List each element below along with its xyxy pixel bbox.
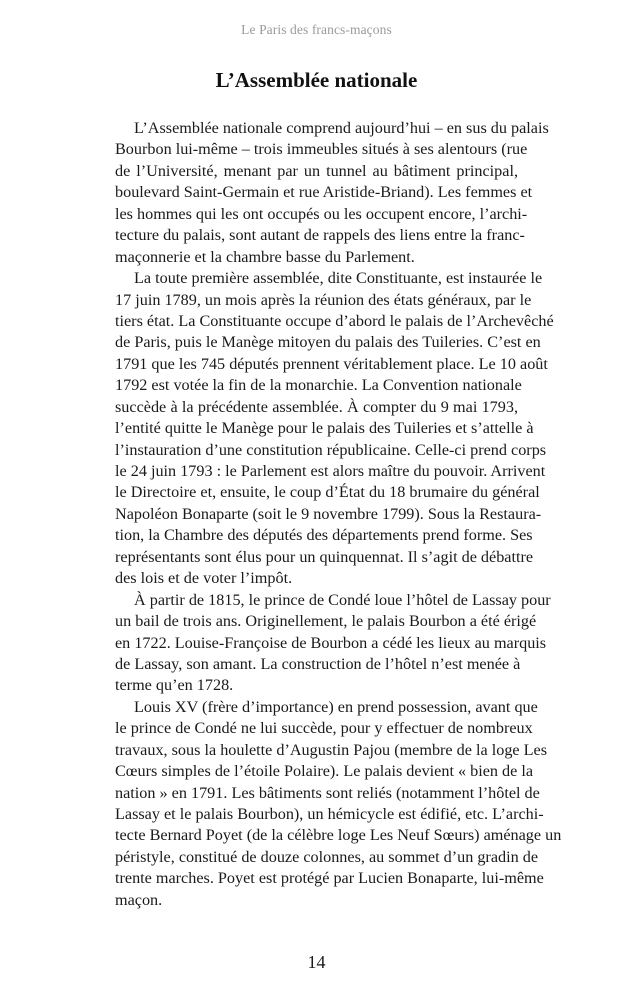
text-line: un bail de trois ans. Originellement, le palais Bourbon a été érigé	[115, 612, 537, 631]
running-head: Le Paris des francs-maçons	[241, 22, 392, 37]
text-line: À partir de 1815, le prince de Condé loue l’hôtel de Lassay pour	[134, 590, 551, 609]
text-line: trente marches. Poyet est protégé par Lucien Bonaparte, lui-même	[115, 869, 544, 888]
text-line: les hommes qui les ont occupés ou les occupent encore, l’archi-	[115, 204, 528, 223]
body-text	[115, 118, 562, 911]
text-line: l’entité quitte le Manège pour le palais des Tuileries et s’attelle à	[115, 419, 534, 438]
text-line: en 1722. Louise-Françoise de Bourbon a cédé les lieux au marquis	[115, 633, 547, 652]
chapter-title: L’Assemblée nationale	[215, 68, 418, 92]
text-line: travaux, sous la houlette d’Augustin Pajou (membre de la loge Les	[115, 740, 548, 759]
text-line: 1791 que les 745 députés prennent véritablement place. Le 10 août	[115, 354, 548, 373]
text-line: succède à la précédente assemblée. À compter du 9 mai 1793,	[115, 397, 518, 416]
paragraph	[115, 697, 562, 911]
text-line: le 24 juin 1793 : le Parlement est alors maître du pouvoir. Arrivent	[115, 462, 546, 480]
text-line: tecture du palais, sont autant de rappels des liens entre la franc-	[115, 226, 525, 245]
text-line: 1792 est votée la fin de la monarchie. La Convention nationale	[115, 376, 522, 395]
text-line: de Lassay, son amant. La construction de l’hôtel n’est menée à	[115, 654, 521, 673]
text-line: Bourbon lui-même – trois immeubles situés à ses alentours (rue	[115, 140, 528, 159]
text-line: de l’Université, menant par un tunnel au bâtiment principal,	[115, 161, 518, 180]
text-line: représentants sont élus pour un quinquennat. Il s’agit de débattre	[115, 547, 534, 566]
text-line: Lassay et le palais Bourbon), un hémicycle est édifié, etc. L’archi-	[115, 805, 544, 823]
text-line: La toute première assemblée, dite Constituante, est instaurée le	[134, 269, 543, 288]
text-line: tecte Bernard Poyet (de la célèbre loge Les Neuf Sœurs) aménage un	[115, 826, 562, 845]
text-line: maçon.	[115, 890, 163, 909]
text-line: péristyle, constitué de douze colonnes, au sommet d’un gradin de	[115, 847, 539, 866]
paragraph	[115, 268, 554, 590]
text-line: tion, la Chambre des députés des départements prend forme. Ses	[115, 526, 533, 545]
text-line: Napoléon Bonaparte (soit le 9 novembre 1799). Sous la Restaura-	[115, 504, 542, 523]
text-line: boulevard Saint-Germain et rue Aristide-Briand). Les femmes et	[115, 183, 533, 202]
text-line: le prince de Condé ne lui succède, pour y effectuer de nombreux	[115, 719, 533, 738]
text-line: des lois et de voter l’impôt.	[115, 569, 293, 588]
text-line: tiers état. La Constituante occupe d’abord le palais de l’Archevêché	[115, 311, 554, 330]
text-line: maçonnerie et la chambre basse du Parlement.	[115, 247, 415, 266]
paragraph	[115, 118, 549, 268]
paragraph	[115, 590, 551, 697]
page-number: 14	[307, 952, 326, 972]
text-line: l’instauration d’une constitution républicaine. Celle-ci prend corps	[115, 440, 547, 459]
text-line: 17 juin 1789, un mois après la réunion des états généraux, par le	[115, 290, 532, 309]
text-line: Louis XV (frère d’importance) en prend possession, avant que	[134, 697, 538, 716]
text-line: Cœurs simples de l’étoile Polaire). Le palais devient « bien de la	[115, 762, 534, 781]
text-line: le Directoire et, ensuite, le coup d’État du 18 brumaire du général	[115, 483, 540, 502]
text-line: nation » en 1791. Les bâtiments sont reliés (notamment l’hôtel de	[115, 783, 540, 802]
text-line: terme qu’en 1728.	[115, 676, 234, 695]
text-line: L’Assemblée nationale comprend aujourd’hui – en sus du palais	[134, 119, 549, 137]
text-line: de Paris, puis le Manège mitoyen du palais des Tuileries. C’est en	[115, 333, 541, 352]
